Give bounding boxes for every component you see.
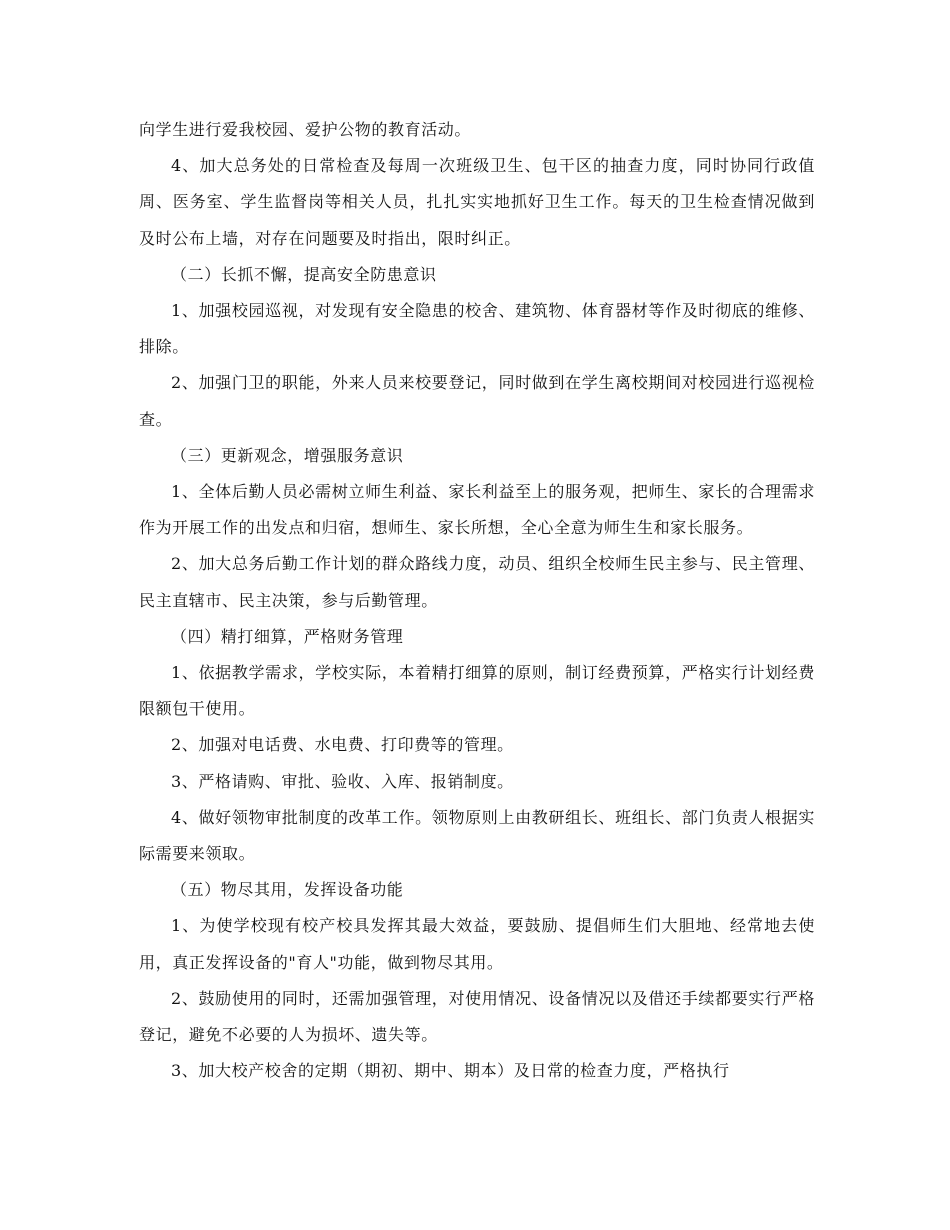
paragraph-continuation: 向学生进行爱我校园、爱护公物的教育活动。 <box>139 120 472 139</box>
paragraph-item: 1、依据教学需求，学校实际，本着精打细算的原则，制订经费预算，严格实行计划经费限额包干使用。 <box>139 663 815 719</box>
paragraph-item: 2、鼓励使用的同时，还需加强管理，对使用情况、设备情况以及借还手续都要实行严格登记，避免不必要的人为损坏、遗失等。 <box>139 988 815 1045</box>
paragraph-item: 4、加大总务处的日常检查及每周一次班级卫生、包干区的抽查力度，同时协同行政值周、医务室、学生监督岗等相关人员，扎扎实实地抓好卫生工作。每天的卫生检查情况做到及时公布上墙，对存在问题要及时指出，限时纠正。 <box>139 156 815 248</box>
paragraph-item: 4、做好领物审批制度的改革工作。领物原则上由教研组长、班组长、部门负责人根据实际需要来领取。 <box>139 807 815 864</box>
section-heading: （三）更新观念，增强服务意识 <box>171 445 404 465</box>
document-page <box>139 112 815 1089</box>
paragraph-item: 2、加强对电话费、水电费、打印费等的管理。 <box>171 735 514 755</box>
paragraph-item: 3、严格请购、审批、验收、入库、报销制度。 <box>171 771 514 791</box>
paragraph-item: 1、为使学校现有校产校具发挥其最大效益，要鼓励、提倡师生们大胆地、经常地去使用，真正发挥设备的"育人"功能，做到物尽其用。 <box>139 916 815 972</box>
section-heading: （二）长抓不懈，提高安全防患意识 <box>171 264 437 284</box>
section-heading: （五）物尽其用，发挥设备功能 <box>171 880 404 900</box>
paragraph-item: 1、全体后勤人员必需树立师生利益、家长利益至上的服务观，把师生、家长的合理需求作为开展工作的出发点和归宿，想师生、家长所想，全心全意为师生生和家长服务。 <box>139 482 815 538</box>
paragraph-item: 1、加强校园巡视，对发现有安全隐患的校舍、建筑物、体育器材等作及时彻底的维修、排除。 <box>139 301 815 357</box>
paragraph-item: 2、加大总务后勤工作计划的群众路线力度，动员、组织全校师生民主参与、民主管理、民主直辖市、民主决策，参与后勤管理。 <box>139 554 815 610</box>
paragraph-item: 3、加大校产校舍的定期（期初、期中、期本）及日常的检查力度，严格执行 <box>171 1061 730 1081</box>
paragraph-item: 2、加强门卫的职能，外来人员来校要登记，同时做到在学生离校期间对校园进行巡视检查。 <box>139 373 815 429</box>
section-heading: （四）精打细算，严格财务管理 <box>171 626 404 646</box>
